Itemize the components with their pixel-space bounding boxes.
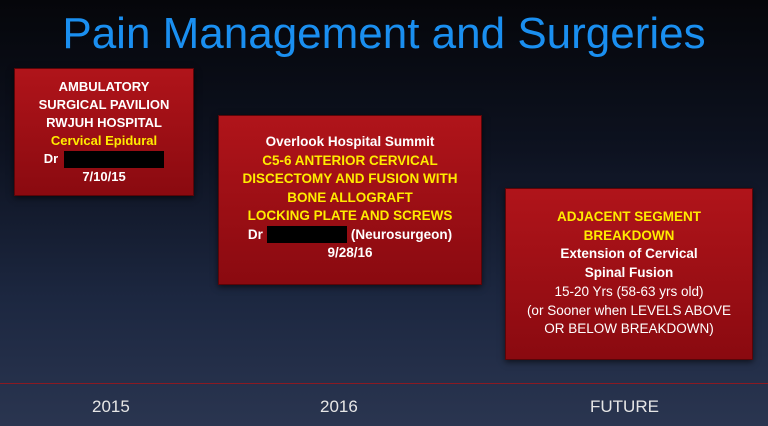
procedure-line: Cervical Epidural — [50, 133, 158, 148]
redaction-block — [64, 151, 164, 168]
box-line: Extension of Cervical — [560, 246, 698, 262]
event-box-2016 — [218, 115, 482, 285]
box-line: AMBULATORY — [58, 79, 150, 94]
procedure-line: BONE ALLOGRAFT — [287, 189, 413, 205]
procedure-line: C5-6 ANTERIOR CERVICAL — [262, 152, 438, 168]
event-box-future — [505, 188, 753, 360]
doctor-prefix: Dr — [247, 226, 263, 242]
doctor-specialty: (Neurosurgeon) — [350, 226, 453, 242]
box-line: Spinal Fusion — [584, 265, 674, 281]
box-line: (or Sooner when LEVELS ABOVE — [526, 302, 732, 318]
box-line: SURGICAL PAVILION — [38, 97, 170, 112]
event-box-2015 — [14, 68, 194, 196]
procedure-line: BREAKDOWN — [583, 227, 675, 243]
box-line: RWJUH HOSPITAL — [46, 115, 162, 130]
box-line: Overlook Hospital Summit — [265, 134, 435, 149]
timeline-label-2015: 2015 — [92, 397, 130, 416]
doctor-line — [15, 150, 193, 168]
timeline-label-future: FUTURE — [590, 397, 659, 416]
doctor-line — [219, 226, 481, 245]
procedure-line: ADJACENT SEGMENT — [556, 209, 701, 224]
box-line: OR BELOW BREAKDOWN) — [544, 321, 714, 337]
timeline-label-2016: 2016 — [320, 397, 358, 416]
date-line: 9/28/16 — [327, 245, 373, 260]
procedure-line: DISCECTOMY AND FUSION WITH — [242, 171, 458, 186]
date-line: 7/10/15 — [82, 169, 126, 185]
timeline-divider — [0, 383, 768, 384]
doctor-prefix: Dr — [43, 151, 59, 166]
slide-title: Pain Management and Surgeries — [62, 9, 706, 58]
redaction-block — [267, 226, 347, 243]
procedure-line: LOCKING PLATE AND SCREWS — [247, 208, 453, 223]
box-line: 15-20 Yrs (58-63 yrs old) — [554, 283, 704, 299]
